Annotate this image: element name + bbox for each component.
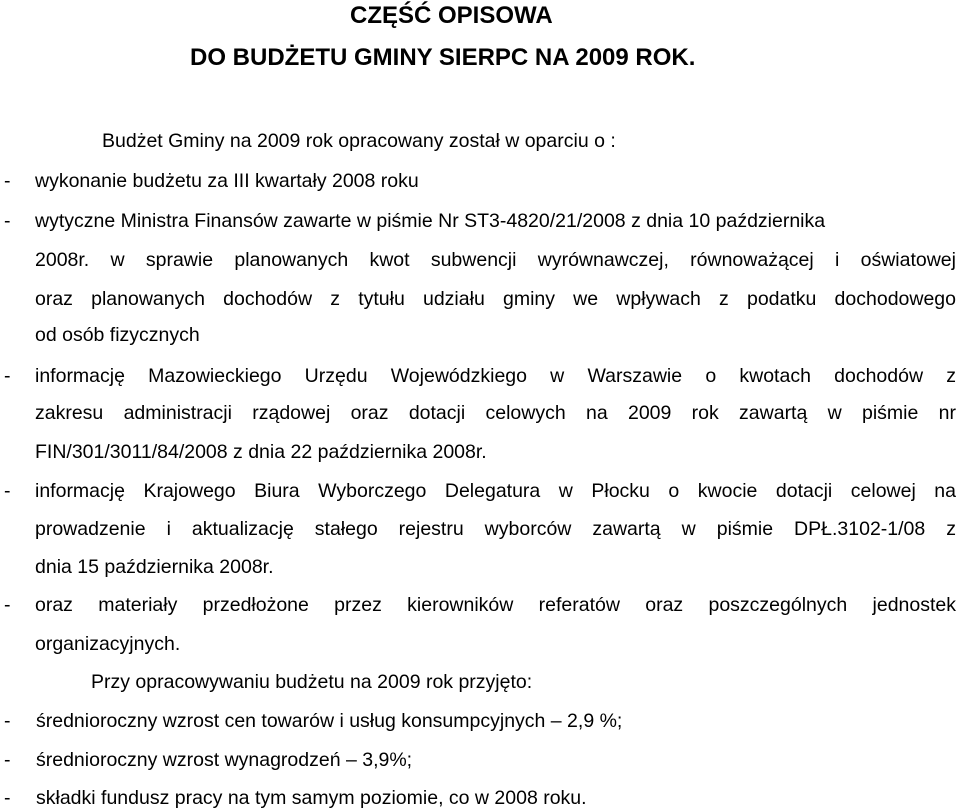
list-dash: - — [4, 210, 11, 232]
list-item-text: dnia 15 października 2008r. — [35, 556, 274, 578]
list-item-text: organizacyjnych. — [35, 633, 181, 655]
assumption-item: składki fundusz pracy na tym samym poziomie, co w 2008 roku. — [36, 787, 587, 809]
assumptions-intro: Przy opracowywaniu budżetu na 2009 rok przyjęto: — [91, 671, 533, 693]
list-dash: - — [4, 365, 11, 387]
intro-paragraph: Budżet Gminy na 2009 rok opracowany został w oparciu o : — [102, 130, 616, 152]
list-item-text: wytyczne Ministra Finansów zawarte w piśmie Nr ST3-4820/21/2008 z dnia 10 października — [35, 210, 826, 232]
list-item-text: prowadzenie i aktualizację stałego rejestru wyborców zawartą w piśmie DPŁ.3102-1/08 z — [35, 518, 956, 540]
list-item-text: informację Krajowego Biura Wyborczego Delegatura w Płocku o kwocie dotacji celowej na — [35, 480, 956, 502]
list-item-text: od osób fizycznych — [35, 324, 200, 346]
assumption-item: średnioroczny wzrost wynagrodzeń – 3,9%; — [36, 749, 413, 771]
list-dash: - — [4, 787, 11, 809]
list-dash: - — [4, 480, 11, 502]
list-dash: - — [4, 170, 11, 192]
list-dash: - — [4, 594, 11, 616]
list-item-text: wykonanie budżetu za III kwartały 2008 roku — [35, 170, 419, 192]
list-dash: - — [4, 749, 11, 771]
list-dash: - — [4, 710, 11, 732]
document-title-line-1: CZĘŚĆ OPISOWA — [350, 2, 553, 29]
list-item-text: informację Mazowieckiego Urzędu Wojewódzkiego w Warszawie o kwotach dochodów z — [35, 365, 956, 387]
list-item-text: FIN/301/3011/84/2008 z dnia 22 października 2008r. — [35, 441, 487, 463]
list-item-text: oraz materiały przedłożone przez kierowników referatów oraz poszczególnych jednostek — [35, 594, 956, 616]
list-item-text: oraz planowanych dochodów z tytułu udziału gminy we wpływach z podatku dochodowego — [35, 288, 956, 310]
assumption-item: średnioroczny wzrost cen towarów i usług konsumpcyjnych – 2,9 %; — [36, 710, 623, 732]
list-item-text: zakresu administracji rządowej oraz dotacji celowych na 2009 rok zawartą w piśmie nr — [35, 402, 956, 424]
document-title-line-2: DO BUDŻETU GMINY SIERPC NA 2009 ROK. — [190, 44, 696, 71]
list-item-text: 2008r. w sprawie planowanych kwot subwencji wyrównawczej, równoważącej i oświatowej — [35, 249, 956, 271]
